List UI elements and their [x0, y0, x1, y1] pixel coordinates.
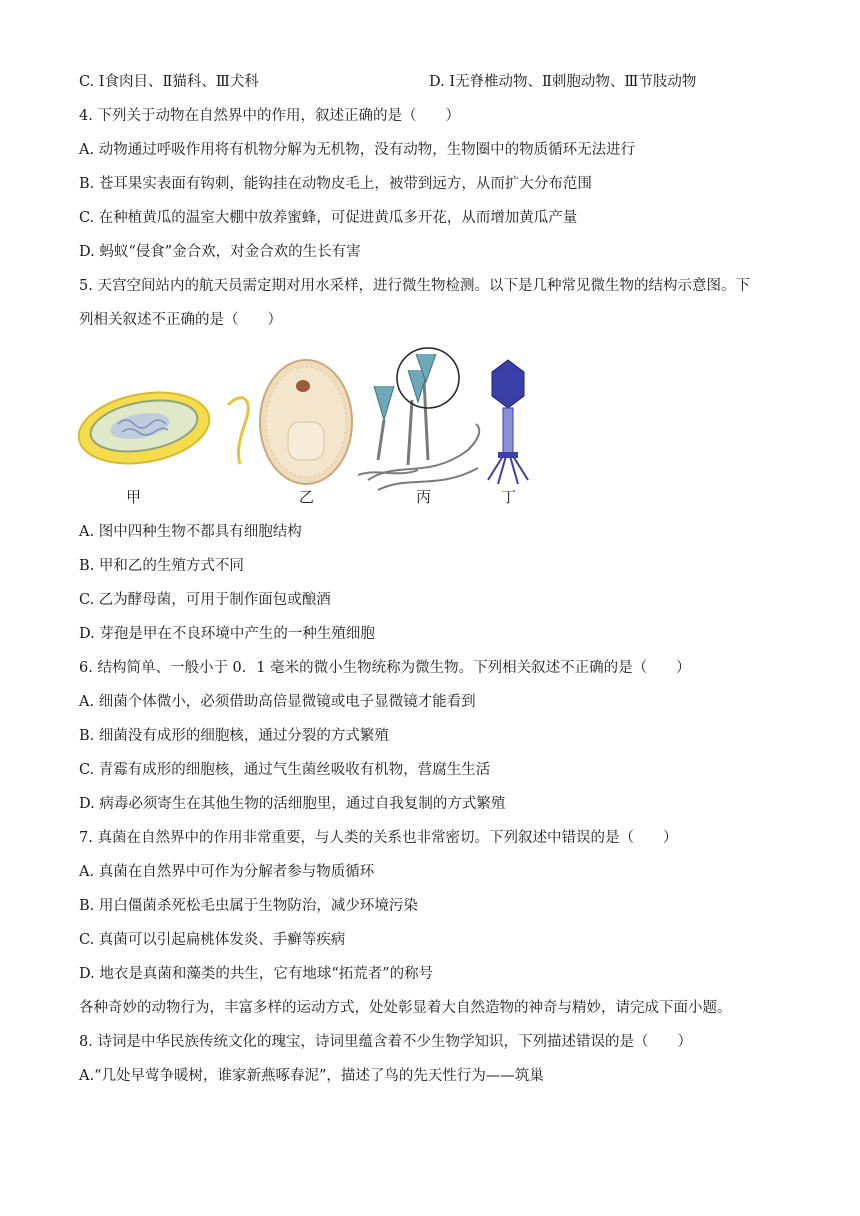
q7-option-a: A. 真菌在自然界中可作为分解者参与物质循环 [79, 864, 375, 880]
q4-option-c: C. 在种植黄瓜的温室大棚中放养蜜蜂，可促进黄瓜多开花，从而增加黄瓜产量 [79, 210, 578, 226]
figure-label-bing: 丙 [416, 488, 432, 506]
q5-stem-line1: 5. 天宫空间站内的航天员需定期对用水采样，进行微生物检测。以下是几种常见微生物的结构示意图。下 [79, 278, 750, 294]
q6-stem: 6. 结构简单、一般小于 0．1 毫米的微小生物统称为微生物。下列相关叙述不正确的是（ ） [79, 660, 691, 676]
q5-option-c: C. 乙为酵母菌，可用于制作面包或酿酒 [79, 592, 331, 608]
q6-option-d: D. 病毒必须寄生在其他生物的活细胞里，通过自我复制的方式繁殖 [79, 796, 506, 812]
q6-option-b: B. 细菌没有成形的细胞核，通过分裂的方式繁殖 [79, 728, 389, 744]
mold-illustration [358, 348, 479, 490]
q4-option-d: D. 蚂蚁“侵食”金合欢，对金合欢的生长有害 [79, 244, 361, 260]
q6-option-a: A. 细菌个体微小，必须借助高倍显微镜或电子显微镜才能看到 [79, 694, 476, 710]
q8-stem: 8. 诗词是中华民族传统文化的瑰宝，诗词里蕴含着不少生物学知识，下列描述错误的是（ ） [79, 1034, 692, 1050]
q4-option-b: B. 苍耳果实表面有钩刺，能钩挂在动物皮毛上，被带到远方，从而扩大分布范围 [79, 176, 592, 192]
q3-option-c: C. Ⅰ食肉目、Ⅱ猫科、Ⅲ犬科 [79, 74, 259, 90]
yeast-illustration [260, 360, 352, 484]
q5-option-a: A. 图中四种生物不都具有细胞结构 [79, 524, 302, 540]
q5-option-b: B. 甲和乙的生殖方式不同 [79, 558, 244, 574]
microorganism-figure [78, 340, 548, 510]
q4-option-a: A. 动物通过呼吸作用将有机物分解为无机物，没有动物，生物圈中的物质循环无法进行 [79, 142, 636, 158]
virus-illustration [488, 360, 528, 484]
q5-stem-line2: 列相关叙述不正确的是（ ） [79, 312, 282, 328]
figure-label-ding: 丁 [501, 488, 517, 506]
q7-option-c: C. 真菌可以引起扁桃体发炎、手癣等疾病 [79, 932, 346, 948]
figure-label-yi: 乙 [299, 488, 315, 506]
q6-option-c: C. 青霉有成形的细胞核，通过气生菌丝吸收有机物，营腐生生活 [79, 762, 491, 778]
figure-label-jia: 甲 [126, 488, 142, 506]
q7-option-b: B. 用白僵菌杀死松毛虫属于生物防治，减少环境污染 [79, 898, 418, 914]
section-intro: 各种奇妙的动物行为，丰富多样的运动方式，处处彰显着大自然造物的神奇与精妙，请完成下面小题。 [79, 1000, 732, 1016]
q8-option-a: A.“几处早莺争暖树，谁家新燕啄春泥”，描述了鸟的先天性行为——筑巢 [79, 1068, 544, 1084]
q7-option-d: D. 地衣是真菌和藻类的共生，它有地球“拓荒者”的称号 [79, 966, 434, 982]
q4-stem: 4. 下列关于动物在自然界中的作用，叙述正确的是（ ） [79, 108, 460, 124]
bacterium-illustration [78, 383, 248, 473]
q5-option-d: D. 芽孢是甲在不良环境中产生的一种生殖细胞 [79, 626, 375, 642]
q7-stem: 7. 真菌在自然界中的作用非常重要，与人类的关系也非常密切。下列叙述中错误的是（ ） [79, 830, 678, 846]
q3-option-d: D. Ⅰ无脊椎动物、Ⅱ刺胞动物、Ⅲ节肢动物 [429, 74, 697, 90]
